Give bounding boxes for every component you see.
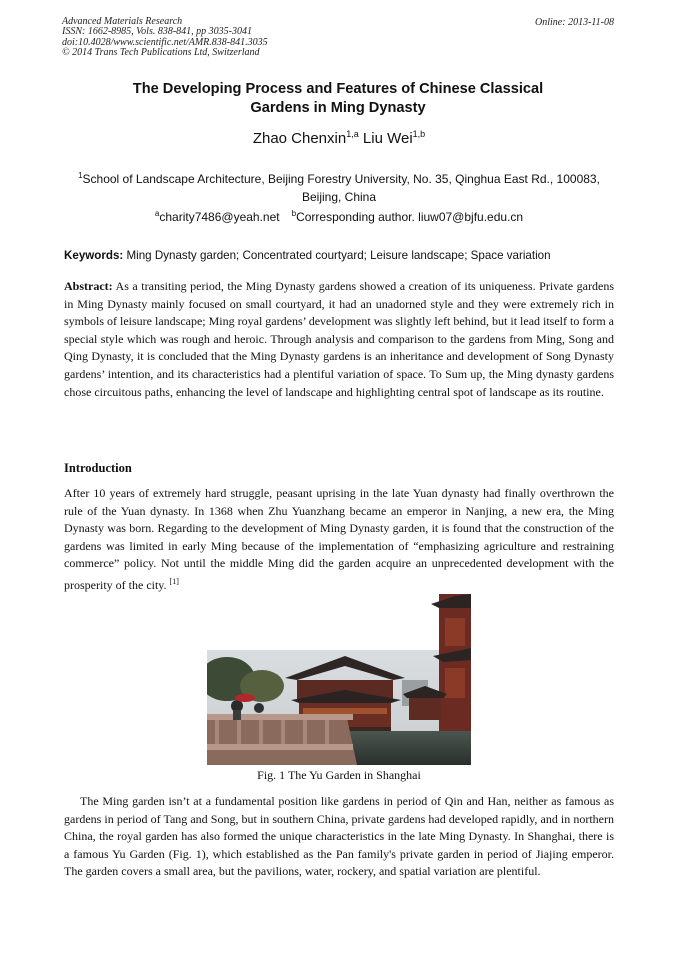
figure-caption: Fig. 1 The Yu Garden in Shanghai <box>257 768 421 782</box>
email-a-superscript: a <box>154 209 160 218</box>
citation-link[interactable]: [1] <box>169 576 179 586</box>
keywords <box>64 249 614 262</box>
author-list <box>0 129 678 147</box>
email-b-superscript: b <box>291 209 297 218</box>
author-name: Zhao Chenxin <box>252 130 347 147</box>
body-paragraph: The Ming garden isn’t at a fundamental position like gardens in period of Qin and Han, neither as famous as gardens in period of Tang and Song, but in southern China, private gardens had developed rapidly, and in northern China, the royal garden has also formed the unique characteristics in the late Ming Dynasty. In Shanghai, there is a famous Yu Garden (Fig. 1), which established as the Pan family's private garden in period of Jiajing emperor. The garden covers a small area, but the pavilions, water, rockery, and spatial variation are plentiful. <box>64 794 614 879</box>
yu-garden-photo <box>207 594 471 765</box>
email-b[interactable]: Corresponding author. liuw07@bjfu.edu.cn <box>296 210 524 224</box>
author-superscript: 1,b <box>412 129 426 139</box>
paper-title <box>60 80 616 118</box>
journal-issn: ISSN: 1662-8985, Vols. 838-841, pp 3035-3041 <box>62 26 252 38</box>
affiliation-line-2: Beijing, China <box>301 190 377 204</box>
title-line-1: The Developing Process and Features of Chinese Classical <box>132 81 544 97</box>
abstract-label: Abstract: <box>64 279 113 293</box>
title-line-2: Gardens in Ming Dynasty <box>250 100 426 116</box>
author-name: Liu Wei <box>362 130 413 147</box>
journal-name: Advanced Materials Research <box>62 16 183 27</box>
abstract-text: As a transiting period, the Ming Dynasty gardens showed a creation of its uniqueness. Private gardens in Ming Dynasty mainly focused on small courtyard, it had an unadorned style and they were extremely rich in symbols of leisure landscape; Ming royal gardens’ development was slightly left behind, but it lead itself to form a special style which was rough and heroic. Through analysis and comparison to the gardens from Ming, Song and Qing Dynasty, it is concluded that the Ming Dynasty gardens is an inheritance and development of Song Dynasty gardens’ intention, and its characteristics had a plentiful variation of space. To Sum up, the Ming dynasty gardens chose circuitous paths, enhancing the level of landscape and highlighting central spot of landscape as its routine. <box>64 279 614 399</box>
author-superscript: 1,a <box>346 129 359 139</box>
keywords-text: Ming Dynasty garden; Concentrated courtyard; Leisure landscape; Space variation <box>123 249 551 262</box>
introduction-paragraph <box>64 485 614 595</box>
journal-copyright: © 2014 Trans Tech Publications Ltd, Switzerland <box>62 47 260 59</box>
figure-yu-garden <box>207 594 471 765</box>
affiliation-superscript: 1 <box>78 171 83 180</box>
abstract <box>64 278 614 401</box>
introduction-heading: Introduction <box>64 461 132 475</box>
author-emails <box>0 209 678 224</box>
affiliation <box>64 167 614 206</box>
email-a[interactable]: charity7486@yeah.net <box>159 210 280 224</box>
journal-info <box>62 17 268 59</box>
introduction-text: After 10 years of extremely hard struggle, peasant uprising in the late Yuan dynasty had finally overthrown the rule of the Yuan dynasty. In 1368 when Zhu Yuanzhang became an emperor in Nanjing, a new era, the Ming Dynasty was born. Regarding to the development of Ming Dynasty garden, it is found that the construction of the gardens was limited in early Ming because of the implementation of “emphasizing agriculture and restraining commerce” policy. Not until the middle Ming did the garden acquire an unprecedented development with the prosperity of the city. <box>64 486 614 592</box>
journal-doi: doi:10.4028/www.scientific.net/AMR.838-841.3035 <box>62 36 268 48</box>
online-date: Online: 2013-11-08 <box>535 17 614 28</box>
keywords-label: Keywords: <box>64 249 124 262</box>
affiliation-line-1: School of Landscape Architecture, Beijing Forestry University, No. 35, Qinghua East Rd., 100083, <box>82 172 600 186</box>
